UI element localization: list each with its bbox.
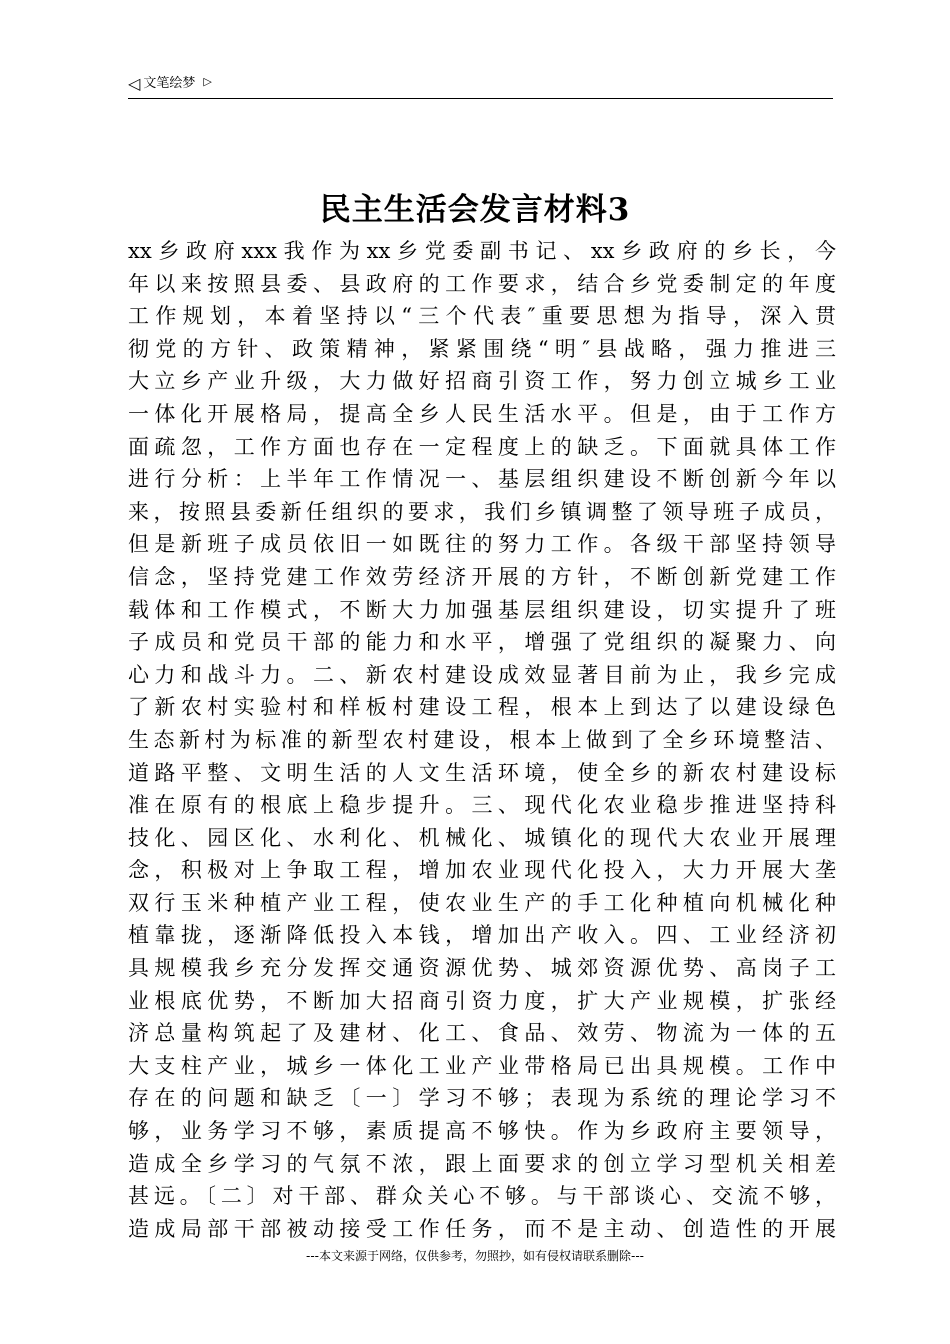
brand-text: 文笔绘梦 — [143, 76, 196, 91]
body-line: 技化、园区化、水利化、机械化、城镇化的现代大农业开展理 — [128, 825, 836, 850]
body-line: 念，积极对上争取工程，增加农业现代化投入，大力开展大垄 — [128, 858, 836, 883]
body-line: 彻党的方针、政策精神，紧紧围绕“明″县战略，强力推进三 — [128, 336, 836, 361]
body-line: 造成全乡学习的气氛不浓，跟上面要求的创立学习型机关相差 — [128, 1151, 836, 1176]
body-line: 子成员和党员干部的能力和水平，增强了党组织的凝聚力、向 — [128, 630, 836, 655]
body-line: 进行分析：上半年工作情况一、基层组织建设不断创新今年以 — [128, 467, 836, 492]
body-line: 来，按照县委新任组织的要求，我们乡镇调整了领导班子成员， — [128, 499, 836, 524]
body-line: 面疏忽，工作方面也存在一定程度上的缺乏。下面就具体工作 — [128, 434, 836, 459]
triangle-right-icon: ▷ — [203, 75, 212, 88]
body-line: 道路平整、文明生活的人文生活环境，使全乡的新农村建设标 — [128, 760, 836, 785]
body-line: 具规模我乡充分发挥交通资源优势、城郊资源优势、高岗子工 — [128, 956, 836, 981]
document-body — [128, 235, 836, 1245]
triangle-left-icon: ◁ — [128, 74, 141, 93]
page-footer: ---本文来源于网络，仅供参考，勿照抄，如有侵权请联系删除--- — [306, 1249, 644, 1263]
body-line: 信念，坚持党建工作效劳经济开展的方针，不断创新党建工作 — [128, 564, 836, 589]
body-line: 工作规划，本着坚持以“三个代表″重要思想为指导，深入贯 — [128, 304, 836, 329]
page-header — [128, 74, 833, 99]
body-line: 够，业务学习不够，素质提高不够快。作为乡政府主要领导， — [128, 1119, 836, 1144]
body-line: 济总量构筑起了及建材、化工、食品、效劳、物流为一体的五 — [128, 1021, 836, 1046]
body-line: 大支柱产业，城乡一体化工业产业带格局已出具规模。工作中 — [128, 1053, 836, 1078]
brand — [128, 76, 212, 92]
body-line: 心力和战斗力。二、新农村建设成效显著目前为止，我乡完成 — [128, 662, 836, 687]
document-title: 民主生活会发言材料3 — [319, 192, 631, 228]
body-line: 造成局部干部被动接受工作任务，而不是主动、创造性的开展 — [128, 1216, 836, 1241]
body-line: 载体和工作模式，不断大力加强基层组织建设，切实提升了班 — [128, 597, 836, 622]
body-line: 存在的问题和缺乏〔一〕学习不够；表现为系统的理论学习不 — [128, 1086, 836, 1111]
body-line: 了新农村实验村和样板村建设工程，根本上到达了以建设绿色 — [128, 695, 836, 720]
body-line: 准在原有的根底上稳步提升。三、现代化农业稳步推进坚持科 — [128, 793, 836, 818]
body-line: 植靠拢，逐渐降低投入本钱，增加出产收入。四、工业经济初 — [128, 923, 836, 948]
body-line: 生态新村为标准的新型农村建设，根本上做到了全乡环境整洁、 — [128, 727, 836, 752]
body-line: 一体化开展格局，提高全乡人民生活水平。但是，由于工作方 — [128, 401, 836, 426]
body-line: xx乡政府xxx我作为xx乡党委副书记、xx乡政府的乡长，今 — [128, 239, 836, 263]
body-line: 大立乡产业升级，大力做好招商引资工作，努力创立城乡工业 — [128, 369, 836, 394]
body-line: 双行玉米种植产业工程，使农业生产的手工化种植向机械化种 — [128, 890, 836, 915]
body-line: 业根底优势，不断加大招商引资力度，扩大产业规模，扩张经 — [128, 988, 836, 1013]
body-line: 甚远。〔二〕对干部、群众关心不够。与干部谈心、交流不够， — [128, 1184, 836, 1209]
body-line: 但是新班子成员依旧一如既往的努力工作。各级干部坚持领导 — [128, 532, 836, 557]
body-line: 年以来按照县委、县政府的工作要求，结合乡党委制定的年度 — [128, 271, 836, 296]
